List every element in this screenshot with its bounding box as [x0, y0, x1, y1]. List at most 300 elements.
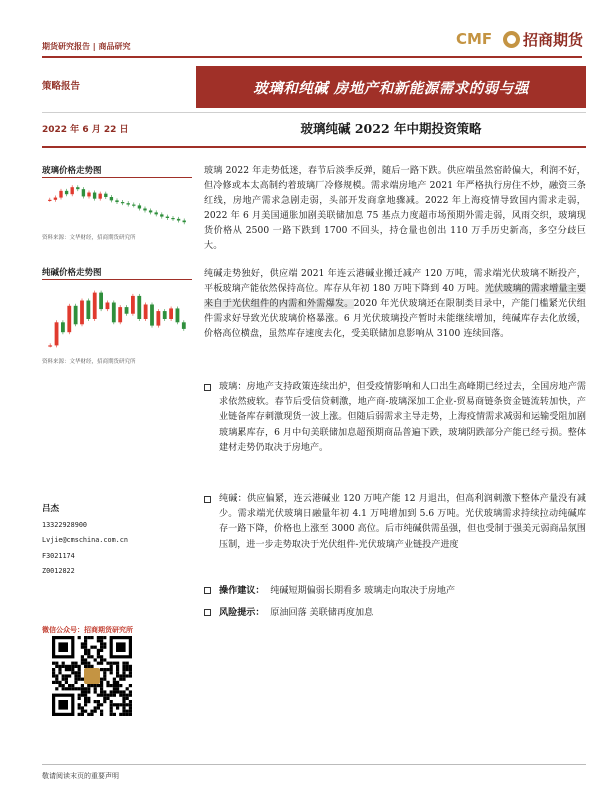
qr-module	[90, 665, 93, 668]
qr-module	[78, 636, 81, 639]
candle-body	[82, 189, 85, 196]
qr-module	[90, 684, 93, 687]
qr-module	[55, 687, 58, 690]
qr-module	[97, 636, 100, 639]
qr-module	[68, 687, 71, 690]
bullet-operation-key: 操作建议：	[219, 585, 265, 596]
header-divider	[42, 56, 582, 58]
qr-module	[81, 690, 84, 693]
candle-body	[138, 205, 141, 208]
soda-chart-rule	[42, 279, 192, 280]
candle-body	[176, 308, 180, 322]
qr-module	[62, 684, 65, 687]
bullet-risk-key: 风险提示：	[219, 607, 265, 618]
qr-module	[65, 678, 68, 681]
qr-module	[110, 684, 113, 687]
qr-module	[119, 703, 122, 706]
glass-chart-rule	[42, 177, 192, 178]
qr-module	[110, 710, 113, 713]
report-date: 2022 年 6 月 22 日	[42, 125, 129, 135]
candle-body	[67, 306, 71, 332]
qr-module	[129, 703, 132, 706]
soda-summary-part1: 纯碱走势独好，供应端 2021 年连云港碱业搬迁减产 120 万吨，需求端光伏玻璃不断投产，平板玻璃产能依然保持高位。库存从年初 180 万吨下降到 40 万吨。	[204, 269, 586, 294]
qr-module	[62, 674, 65, 677]
candle-body	[61, 322, 65, 332]
qr-module	[97, 694, 100, 697]
qr-module	[122, 678, 125, 681]
qr-module	[119, 674, 122, 677]
qr-module	[113, 713, 116, 716]
qr-module	[122, 697, 125, 700]
candle-body	[163, 311, 167, 319]
qr-module	[110, 662, 113, 665]
footer-disclaimer: 敬请阅读末页的重要声明	[42, 772, 119, 780]
candle-body	[131, 296, 135, 314]
qr-module	[84, 665, 87, 668]
qr-module	[87, 649, 90, 652]
qr-module	[106, 662, 109, 665]
qr-finder	[58, 642, 68, 652]
qr-module	[100, 662, 103, 665]
qr-module	[113, 681, 116, 684]
qr-module	[87, 690, 90, 693]
qr-module	[55, 674, 58, 677]
qr-module	[100, 684, 103, 687]
candle-body	[169, 308, 173, 319]
qr-module	[129, 684, 132, 687]
qr-module	[106, 694, 109, 697]
qr-module	[65, 681, 68, 684]
qr-module	[62, 665, 65, 668]
qr-module	[126, 665, 129, 668]
qr-module	[122, 703, 125, 706]
qr-module	[100, 710, 103, 713]
qr-module	[97, 706, 100, 709]
candle-body	[86, 301, 90, 319]
qr-module	[106, 681, 109, 684]
qr-module	[113, 687, 116, 690]
soda-price-chart	[42, 283, 192, 355]
qr-module	[78, 706, 81, 709]
qr-module	[106, 668, 109, 671]
qr-module	[81, 678, 84, 681]
qr-module	[81, 662, 84, 665]
qr-module	[71, 671, 74, 674]
qr-module	[62, 662, 65, 665]
qr-module	[116, 662, 119, 665]
qr-module	[94, 690, 97, 693]
qr-module	[106, 684, 109, 687]
qr-module	[84, 690, 87, 693]
qr-module	[100, 678, 103, 681]
qr-module	[103, 694, 106, 697]
qr-module	[110, 671, 113, 674]
bullet-operation-text: 纯碱短期偏弱长期看多 玻璃走向取决于房地产	[270, 586, 456, 596]
header-section-label: 期货研究报告 | 商品研究	[42, 42, 131, 51]
qr-module	[116, 674, 119, 677]
qr-module	[71, 684, 74, 687]
analyst-cert-z: Z0012822	[42, 567, 75, 575]
analyst-cert-f: F3021174	[42, 551, 75, 560]
qr-module	[58, 665, 61, 668]
paragraph-glass-summary: 玻璃 2022 年走势低迷，春节后淡季反弹，随后一路下跌。供应端虽然窑龄偏大，利润不好，但冷修或本太高制约着玻璃厂冷修规模。需求端房地产 2021 年严格执行房住不炒，融资三条红线，房地产需求急剧走弱，头部开发商拿地骤减。2022 年上海疫情导致国内需求走弱，2022 年 6 月美国通胀加剧美联储加息 75 基点力度超市场预期外需走弱，风雨交织，玻璃现货价格从 2500 一路下跌到 1700 不回头，持仓量也创出 110 万手历史新高，多空分歧巨大。	[204, 166, 586, 251]
qr-module	[100, 649, 103, 652]
qr-module	[100, 639, 103, 642]
qr-module	[90, 646, 93, 649]
qr-module	[84, 639, 87, 642]
candle-body	[171, 218, 174, 219]
qr-module	[87, 636, 90, 639]
qr-module	[129, 674, 132, 677]
qr-module	[55, 665, 58, 668]
qr-module	[116, 687, 119, 690]
qr-module	[84, 642, 87, 645]
qr-module	[122, 713, 125, 716]
qr-module	[74, 674, 77, 677]
qr-module	[122, 662, 125, 665]
qr-module	[94, 710, 97, 713]
qr-module	[122, 665, 125, 668]
qr-module	[71, 665, 74, 668]
checkbox-square-icon	[204, 587, 211, 594]
qr-module	[84, 694, 87, 697]
qr-module	[68, 665, 71, 668]
qr-module	[119, 713, 122, 716]
qr-module	[100, 703, 103, 706]
qr-module	[129, 710, 132, 713]
qr-module	[81, 713, 84, 716]
candle-body	[127, 203, 130, 204]
qr-center-logo-icon	[84, 668, 100, 684]
bullet-glass-text: 房地产支持政策连续出炉，但受疫情影响和人口出生高峰期已经过去，全国房地产需求依然疲软。春节后受信贷刺激，地产商-玻璃深加工企业-贸易商链条资金链流转加快，产业链备库存刺激现货一波上涨。但随后弱需求主导走势，上海疫情需求减弱和运输受阻加剧玻璃累库存，6 月中旬美联储加息超预期商品普遍下跌，玻璃阴跌部分产能已经亏损。整体建材走势仍取决于房地产。	[219, 382, 586, 453]
qr-module	[52, 671, 55, 674]
candle-body	[106, 303, 110, 310]
candle-body	[99, 194, 102, 199]
qr-module	[122, 674, 125, 677]
glass-chart-source: 资料来源：文华财经，招商期货研究所	[42, 235, 136, 241]
soda-summary-part2: 2020 年光伏玻璃还在限制类目录中，产能门槛紧光伏组件需求好导致光伏玻璃价格暴涨。6 月光伏玻璃投产暂时未能继续增加，纯碱库存去化放缓，价格高位横盘，虽然库存速度去化，受美联储加息影响从 3100 连续回落。	[204, 299, 586, 339]
qr-module	[103, 678, 106, 681]
qr-module	[129, 694, 132, 697]
qr-module	[100, 636, 103, 639]
qr-module	[55, 662, 58, 665]
analyst-name: 吕杰	[42, 504, 60, 514]
qr-module	[81, 684, 84, 687]
candle-body	[137, 296, 141, 319]
qr-module	[62, 678, 65, 681]
qr-module	[110, 713, 113, 716]
candle-body	[48, 200, 51, 201]
qr-module	[87, 662, 90, 665]
candle-body	[156, 311, 160, 326]
qr-module	[84, 646, 87, 649]
qr-module	[116, 668, 119, 671]
qr-module	[97, 662, 100, 665]
candle-body	[99, 293, 103, 310]
qr-module	[68, 668, 71, 671]
qr-code[interactable]	[52, 636, 132, 716]
logo-cmf-text: CMF	[456, 30, 493, 48]
qr-module	[113, 662, 116, 665]
qr-module	[94, 658, 97, 661]
qr-module	[90, 655, 93, 658]
candle-body	[166, 217, 169, 218]
qr-module	[81, 710, 84, 713]
qr-module	[110, 703, 113, 706]
qr-module	[116, 684, 119, 687]
qr-module	[81, 658, 84, 661]
candle-body	[65, 191, 68, 194]
subtitle-divider	[42, 146, 586, 148]
qr-module	[90, 636, 93, 639]
qr-module	[122, 700, 125, 703]
qr-module	[62, 687, 65, 690]
qr-module	[129, 706, 132, 709]
qr-module	[58, 684, 61, 687]
qr-module	[122, 671, 125, 674]
qr-module	[97, 684, 100, 687]
qr-module	[78, 668, 81, 671]
qr-module	[116, 703, 119, 706]
qr-module	[129, 700, 132, 703]
qr-module	[65, 687, 68, 690]
qr-module	[100, 694, 103, 697]
candle-body	[125, 307, 129, 314]
candle-body	[55, 322, 59, 345]
candle-body	[121, 202, 124, 203]
qr-module	[55, 681, 58, 684]
qr-module	[78, 678, 81, 681]
qr-module	[116, 671, 119, 674]
qr-module	[87, 713, 90, 716]
qr-module	[74, 681, 77, 684]
qr-module	[65, 665, 68, 668]
qr-module	[94, 700, 97, 703]
candle-body	[149, 210, 152, 212]
qr-module	[103, 674, 106, 677]
qr-module	[78, 713, 81, 716]
qr-module	[74, 671, 77, 674]
qr-module	[103, 671, 106, 674]
report-type-label: 策略报告	[42, 81, 81, 92]
soda-summary-highlight: 光伏玻璃的需求增量主要来自于光伏组件的内需和外需爆发。	[204, 284, 586, 309]
candle-body	[54, 198, 57, 200]
qr-module	[97, 649, 100, 652]
qr-module	[78, 694, 81, 697]
qr-module	[103, 697, 106, 700]
glass-price-chart	[42, 180, 192, 228]
qr-module	[52, 674, 55, 677]
qr-module	[106, 697, 109, 700]
qr-module	[110, 700, 113, 703]
qr-module	[84, 649, 87, 652]
qr-module	[129, 665, 132, 668]
checkbox-square-icon	[204, 609, 211, 616]
qr-module	[55, 678, 58, 681]
qr-module	[78, 697, 81, 700]
qr-module	[110, 665, 113, 668]
qr-module	[126, 703, 129, 706]
analyst-info	[42, 502, 128, 580]
qr-module	[52, 662, 55, 665]
qr-module	[78, 674, 81, 677]
qr-module	[78, 665, 81, 668]
qr-module	[97, 703, 100, 706]
qr-module	[103, 700, 106, 703]
qr-module	[87, 687, 90, 690]
analyst-phone: 13322928900	[42, 520, 88, 529]
qr-module	[103, 646, 106, 649]
qr-module	[81, 694, 84, 697]
title-divider	[42, 112, 586, 113]
glass-chart-title: 玻璃价格走势图	[42, 166, 102, 176]
qr-module	[122, 668, 125, 671]
qr-module	[126, 710, 129, 713]
qr-module	[110, 694, 113, 697]
qr-module	[87, 684, 90, 687]
qr-module	[126, 713, 129, 716]
qr-module	[84, 652, 87, 655]
qr-module	[71, 662, 74, 665]
qr-module	[103, 642, 106, 645]
qr-module	[58, 668, 61, 671]
qr-module	[65, 674, 68, 677]
qr-finder	[58, 700, 68, 710]
qr-module	[116, 690, 119, 693]
qr-module	[100, 687, 103, 690]
candle-body	[177, 219, 180, 221]
qr-module	[97, 639, 100, 642]
qr-module	[87, 655, 90, 658]
qr-module	[84, 636, 87, 639]
qr-module	[126, 674, 129, 677]
qr-module	[100, 658, 103, 661]
qr-module	[122, 710, 125, 713]
checkbox-square-icon	[204, 384, 211, 391]
qr-module	[94, 684, 97, 687]
qr-module	[94, 706, 97, 709]
qr-module	[113, 694, 116, 697]
qr-module	[94, 687, 97, 690]
qr-module	[116, 665, 119, 668]
candle-body	[80, 301, 84, 325]
qr-module	[126, 662, 129, 665]
qr-module	[68, 674, 71, 677]
qr-module	[103, 636, 106, 639]
qr-module	[97, 655, 100, 658]
qr-module	[78, 671, 81, 674]
candle-body	[132, 205, 135, 206]
glass-chart-svg	[42, 180, 192, 228]
logo-circle-icon	[503, 31, 520, 48]
qr-module	[122, 694, 125, 697]
candle-body	[115, 200, 118, 202]
qr-module	[84, 703, 87, 706]
wechat-label: 微信公众号：招商期货研究所	[42, 626, 133, 634]
qr-module	[100, 646, 103, 649]
qr-module	[129, 671, 132, 674]
qr-module	[68, 684, 71, 687]
qr-module	[129, 668, 132, 671]
qr-module	[100, 713, 103, 716]
qr-module	[116, 681, 119, 684]
qr-module	[81, 642, 84, 645]
qr-module	[87, 652, 90, 655]
qr-module	[71, 687, 74, 690]
qr-module	[113, 684, 116, 687]
qr-module	[65, 668, 68, 671]
bullet-risk-text: 原油回落 美联储再度加息	[270, 608, 374, 618]
qr-module	[87, 697, 90, 700]
qr-module	[97, 652, 100, 655]
candle-body	[144, 304, 148, 319]
qr-module	[110, 668, 113, 671]
candle-body	[104, 194, 107, 197]
qr-module	[100, 642, 103, 645]
qr-module	[126, 668, 129, 671]
qr-module	[81, 646, 84, 649]
candle-body	[112, 303, 116, 323]
qr-module	[52, 668, 55, 671]
qr-module	[78, 703, 81, 706]
analyst-email[interactable]: Lvjie@cmschina.com.cn	[42, 536, 128, 544]
candle-body	[183, 221, 186, 223]
qr-module	[103, 668, 106, 671]
qr-module	[97, 700, 100, 703]
qr-module	[126, 694, 129, 697]
candle-body	[93, 293, 97, 319]
qr-module	[100, 668, 103, 671]
qr-module	[71, 668, 74, 671]
qr-module	[87, 700, 90, 703]
qr-module	[74, 665, 77, 668]
qr-module	[100, 681, 103, 684]
qr-module	[113, 678, 116, 681]
candle-body	[76, 187, 79, 189]
qr-module	[113, 690, 116, 693]
qr-module	[103, 690, 106, 693]
qr-module	[129, 713, 132, 716]
qr-code-image	[52, 636, 132, 716]
qr-module	[103, 658, 106, 661]
qr-module	[58, 671, 61, 674]
candle-body	[87, 193, 90, 197]
qr-module	[119, 694, 122, 697]
qr-module	[110, 706, 113, 709]
qr-module	[100, 655, 103, 658]
qr-module	[84, 658, 87, 661]
candle-body	[182, 322, 186, 329]
qr-module	[122, 706, 125, 709]
checkbox-square-icon	[204, 496, 211, 503]
candle-body	[48, 345, 52, 346]
qr-module	[84, 662, 87, 665]
qr-module	[119, 678, 122, 681]
qr-module	[52, 681, 55, 684]
qr-module	[94, 646, 97, 649]
candle-body	[160, 214, 163, 216]
qr-module	[122, 690, 125, 693]
qr-module	[129, 690, 132, 693]
qr-module	[90, 710, 93, 713]
qr-module	[90, 713, 93, 716]
report-subtitle: 玻璃纯碱 2022 年中期投资策略	[300, 121, 482, 136]
qr-module	[100, 690, 103, 693]
company-logo	[456, 28, 586, 52]
qr-module	[81, 687, 84, 690]
candle-body	[150, 304, 154, 325]
qr-module	[126, 697, 129, 700]
